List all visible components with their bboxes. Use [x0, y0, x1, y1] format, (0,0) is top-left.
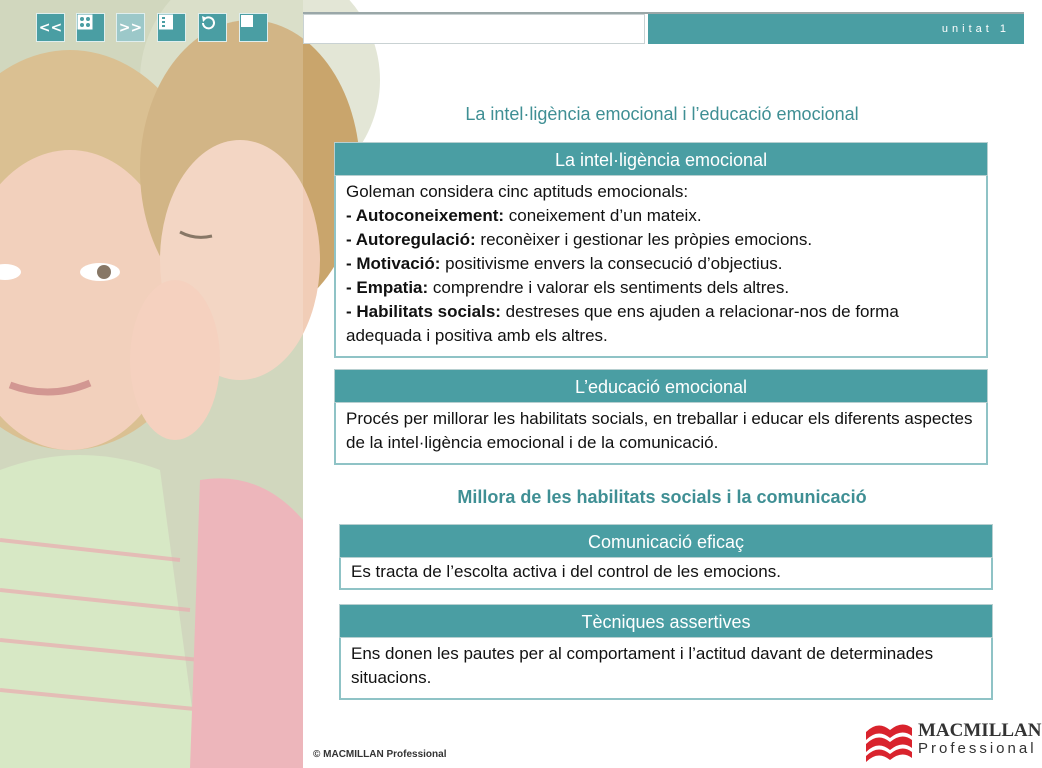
next-icon: >>	[118, 19, 143, 36]
unit-label: unitat 1	[941, 23, 1010, 35]
sub-heading: Millora de les habilitats socials i la comunicació	[457, 487, 867, 507]
item-term: - Motivació:	[346, 254, 441, 273]
menu-button[interactable]	[157, 13, 186, 42]
previous-button[interactable]	[36, 13, 65, 42]
card-communication	[339, 524, 993, 590]
item-desc: comprendre i valorar els sentiments dels altres.	[428, 278, 790, 297]
title-box	[303, 14, 645, 44]
list-item	[346, 300, 976, 348]
item-desc: coneixement d’un mateix.	[504, 206, 702, 225]
list-item	[346, 228, 976, 252]
stop-icon	[240, 14, 254, 28]
logo-line2: Professional	[918, 740, 1037, 757]
card-body	[334, 176, 988, 358]
card-assertive	[339, 604, 993, 700]
back-button[interactable]	[198, 13, 227, 42]
card-body: Procés per millorar les habilitats socials, en treballar i educar els diferents aspectes de la intel·ligència emocional i de la comunicació.	[334, 403, 988, 465]
card-title: Tècniques assertives	[339, 604, 993, 638]
copyright: © MACMILLAN Professional	[313, 749, 447, 760]
card-body: Es tracta de l’escolta activa i del control de les emocions.	[339, 558, 993, 590]
card-education	[334, 369, 988, 465]
item-desc: destreses que ens ajuden a relacionar-nos de forma adequada i positiva amb els altres.	[346, 302, 899, 345]
item-desc: positivisme envers la consecució d’objectius.	[440, 254, 783, 273]
macmillan-logo	[864, 716, 1042, 764]
children-photo	[0, 0, 303, 768]
item-term: - Autoconeixement:	[346, 206, 505, 225]
index-icon	[77, 14, 93, 30]
macmillan-logo-icon	[864, 718, 914, 762]
item-desc: reconèixer i gestionar les pròpies emocions.	[475, 230, 813, 249]
logo-line1: MACMILLAN	[918, 720, 1042, 741]
list-item	[346, 276, 976, 300]
photo-illustration	[0, 0, 303, 768]
stop-button[interactable]	[239, 13, 268, 42]
main-heading: La intel·ligència emocional i l’educació emocional	[465, 104, 859, 124]
card-title: L’educació emocional	[334, 369, 988, 403]
card-intelligence	[334, 142, 988, 358]
item-term: - Empatia:	[346, 278, 429, 297]
card-title: Comunicació eficaç	[339, 524, 993, 558]
index-button[interactable]	[76, 13, 105, 42]
card-body: Ens donen les pautes per al comportament i l’actitud davant de determinades situacions.	[339, 638, 993, 700]
list-item	[346, 204, 976, 228]
menu-icon	[158, 14, 174, 30]
list-item	[346, 252, 976, 276]
card-title: La intel·ligència emocional	[334, 142, 988, 176]
prev-icon: <<	[38, 19, 63, 36]
card-intro: Goleman considera cinc aptituds emocionals:	[346, 182, 689, 201]
item-term: - Autoregulació:	[346, 230, 476, 249]
back-icon	[199, 14, 217, 32]
unit-bar	[648, 14, 1024, 44]
item-term: - Habilitats socials:	[346, 302, 501, 321]
next-button[interactable]	[116, 13, 145, 42]
